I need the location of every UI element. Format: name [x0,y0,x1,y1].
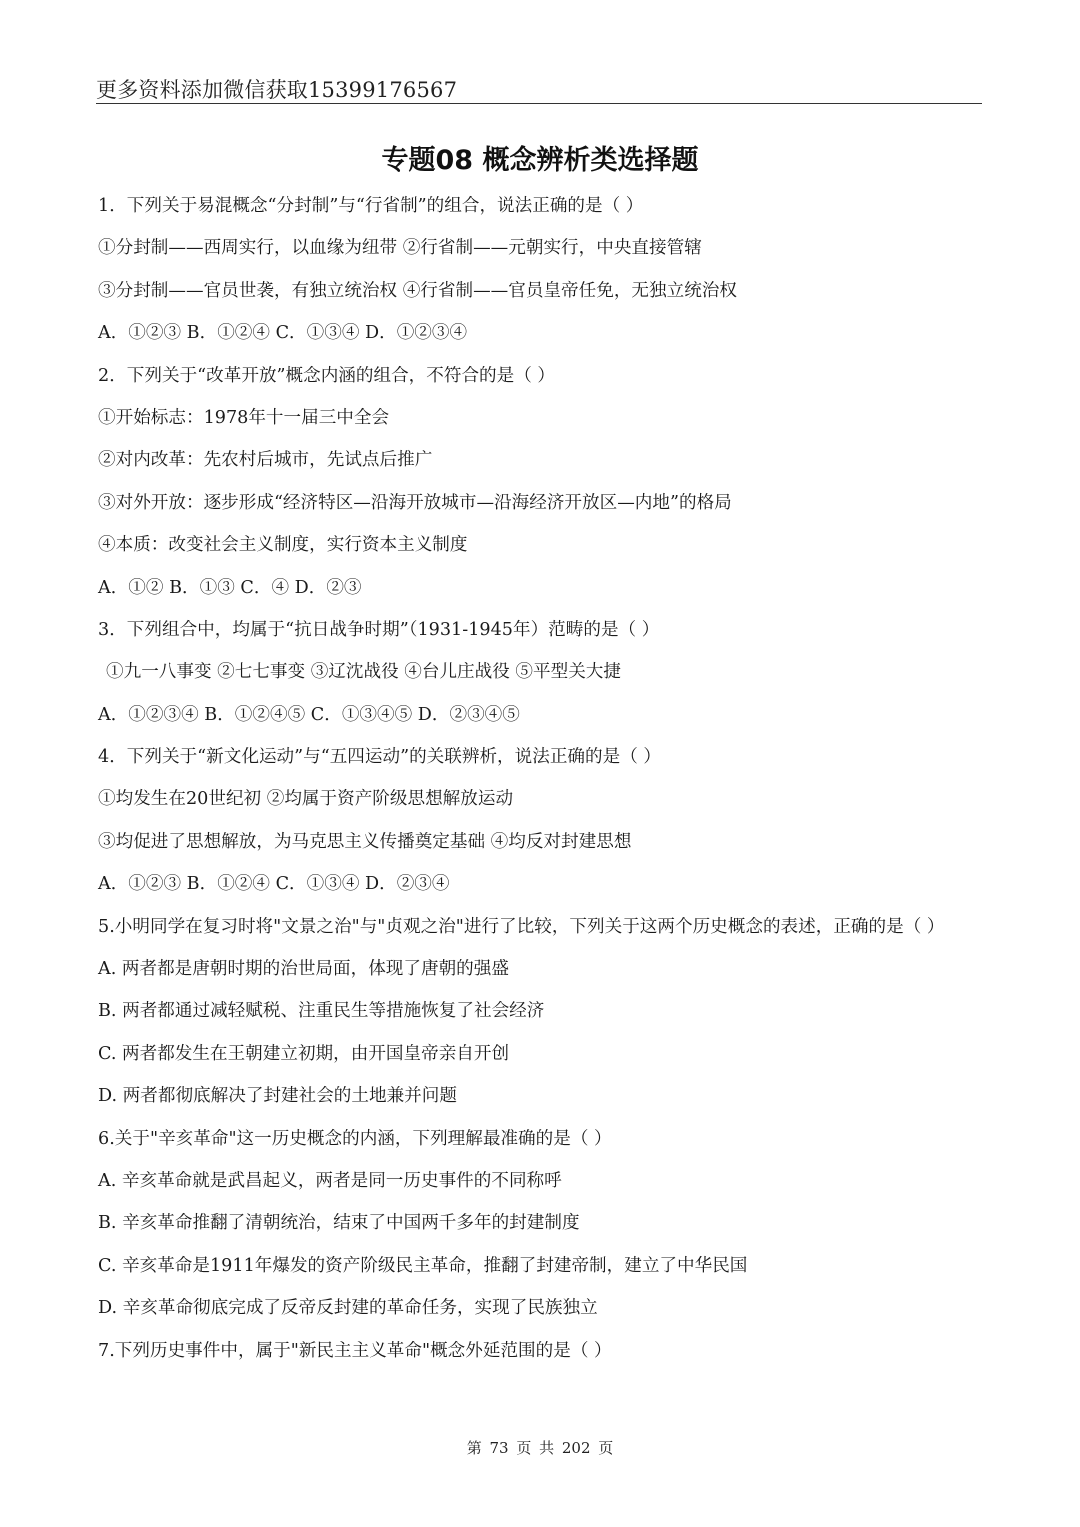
header-text: 更多资料添加微信获取15399176567 [96,78,458,102]
question-6-stem: 6.关于"辛亥革命"这一历史概念的内涵，下列理解最准确的是（ ） [98,1128,612,1149]
question-2-item: ③对外开放：逐步形成“经济特区—沿海开放城市—沿海经济开放区—内地”的格局 [98,492,732,513]
question-1-stem: 1．下列关于易混概念“分封制”与“行省制”的组合，说法正确的是（ ） [98,196,644,216]
page-number-footer: 第 73 页 共 202 页 [466,1439,614,1457]
question-1-item: ③分封制——官员世袭，有独立统治权 ④行省制——官员皇帝任免，无独立统治权 [98,280,737,301]
question-3-item: ①九一八事变 ②七七事变 ③辽沈战役 ④台儿庄战役 ⑤平型关大捷 [106,662,621,683]
question-3-options: A．①②③④ B．①②④⑤ C．①③④⑤ D．②③④⑤ [98,704,520,725]
question-6-option-b: B. 辛亥革命推翻了清朝统治，结束了中国两千多年的封建制度 [98,1213,580,1234]
question-5-option-a: A. 两者都是唐朝时期的治世局面，体现了唐朝的强盛 [98,959,509,980]
page-title: 专题08 概念辨析类选择题 [381,145,699,176]
question-6-option-d: D. 辛亥革命彻底完成了反帝反封建的革命任务，实现了民族独立 [98,1298,598,1319]
question-1-item: ①分封制——西周实行，以血缘为纽带 ②行省制——元朝实行，中央直接管辖 [98,238,702,259]
question-2-item: ④本质：改变社会主义制度，实行资本主义制度 [98,535,468,556]
question-5-option-d: D. 两者都彻底解决了封建社会的土地兼并问题 [98,1086,457,1107]
question-4-stem: 4．下列关于“新文化运动”与“五四运动”的关联辨析，说法正确的是（ ） [98,747,661,768]
question-4-item: ③均促进了思想解放，为马克思主义传播奠定基础 ④均反对封建思想 [98,831,632,852]
question-4-item: ①均发生在20世纪初 ②均属于资产阶级思想解放运动 [98,789,514,810]
question-5-option-c: C. 两者都发生在王朝建立初期，由开国皇帝亲自开创 [98,1043,510,1064]
question-2-item: ①开始标志：1978年十一届三中全会 [98,407,390,428]
question-1-options: A．①②③ B．①②④ C．①③④ D．①②③④ [98,323,468,344]
question-6-option-a: A. 辛亥革命就是武昌起义，两者是同一历史事件的不同称呼 [98,1170,562,1191]
question-2-item: ②对内改革：先农村后城市，先试点后推广 [98,450,433,471]
question-5-option-b: B. 两者都通过减轻赋税、注重民生等措施恢复了社会经济 [98,1001,545,1022]
header-divider [96,103,982,104]
question-6-option-c: C. 辛亥革命是1911年爆发的资产阶级民主革命，推翻了封建帝制，建立了中华民国 [98,1255,748,1276]
question-list [98,190,988,1377]
question-4-options: A．①②③ B．①②④ C．①③④ D．②③④ [98,874,450,895]
question-7-stem: 7.下列历史事件中，属于"新民主主义革命"概念外延范围的是（ ） [98,1340,612,1361]
question-2-options: A．①② B．①③ C．④ D．②③ [98,577,362,598]
question-3-stem: 3．下列组合中，均属于“抗日战争时期”（1931-1945年）范畴的是（ ） [98,619,660,640]
question-2-stem: 2．下列关于“改革开放”概念内涵的组合，不符合的是（ ） [98,365,556,386]
question-5-stem: 5.小明同学在复习时将"文景之治"与"贞观之治"进行了比较，下列关于这两个历史概念的表述，正确的是（ ） [98,916,945,937]
